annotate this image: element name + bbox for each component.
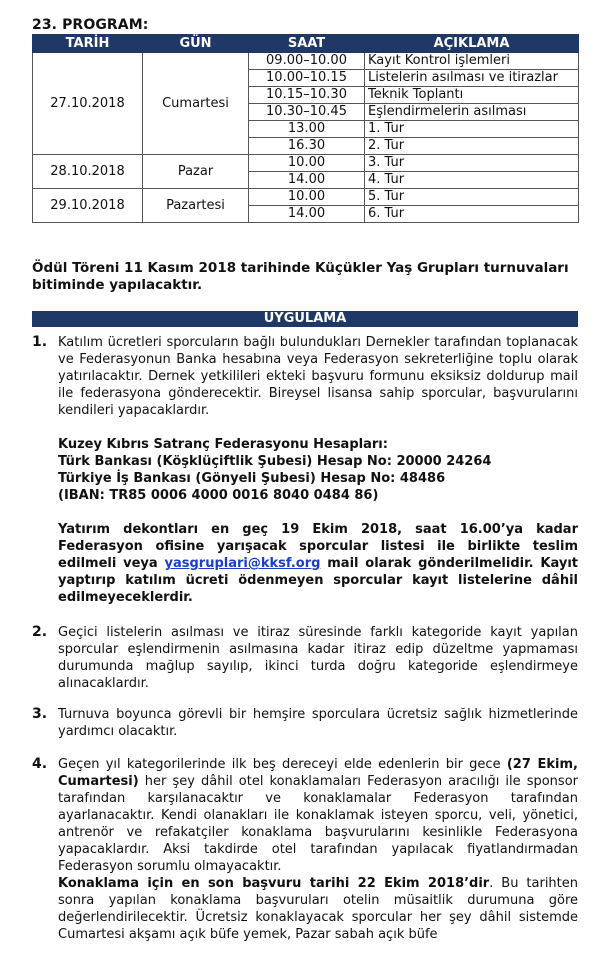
desc-cell: 2. Tur <box>365 138 579 155</box>
item-number: 2. <box>32 624 48 640</box>
rule-item-3 <box>32 706 578 740</box>
rule-item-2 <box>32 624 578 692</box>
item-number: 3. <box>32 706 48 722</box>
item-number: 4. <box>32 756 48 772</box>
desc-cell: 3. Tur <box>365 155 579 172</box>
table-header-row <box>33 35 579 53</box>
header-tarih: TARİH <box>33 35 143 53</box>
section-title: 23. PROGRAM: <box>32 17 149 33</box>
accommodation-deadline <box>58 875 578 943</box>
email-link[interactable]: yasgruplari@kksf.org <box>164 556 321 571</box>
iban: (IBAN: TR85 0006 4000 0016 8040 0484 86) <box>58 488 379 503</box>
time-cell: 10.00 <box>249 189 365 206</box>
desc-cell: Listelerin asılması ve itirazlar <box>365 70 579 87</box>
bank-account-1: Türk Bankası (Köşklüçiftlik Şubesi) Hesap No: 20000 24264 <box>58 454 492 469</box>
date-cell: 27.10.2018 <box>33 53 143 155</box>
day-cell: Pazar <box>143 155 249 189</box>
time-cell: 14.00 <box>249 206 365 223</box>
desc-cell: 1. Tur <box>365 121 579 138</box>
table-row <box>33 189 579 206</box>
item-text: Turnuva boyunca görevli bir hemşire sporculara ücretsiz sağlık hizmetlerinde yardımcı olacaktır. <box>58 707 578 739</box>
table-row <box>33 155 579 172</box>
desc-cell: Kayıt Kontrol işlemleri <box>365 53 579 70</box>
time-cell: 14.00 <box>249 172 365 189</box>
header-aciklama: AÇIKLAMA <box>365 35 579 53</box>
accommodation-text: Geçen yıl kategorilerinde ilk beş dereceyi elde edenlerin bir gece <box>58 757 507 772</box>
deadline-bold: Konaklama için en son başvuru tarihi 22 Ekim 2018’dir <box>58 876 490 891</box>
table-row <box>33 53 579 70</box>
deadline-text-end: mail olarak gönderilmelidir. Kayıt yaptırıp katılım ücreti ödenmeyen sporcular kayıt listelerine dâhil edilmeyeceklerdir. <box>58 556 578 605</box>
time-cell: 10.15–10.30 <box>249 87 365 104</box>
date-cell: 28.10.2018 <box>33 155 143 189</box>
accommodation-text-2: her şey dâhil otel konaklamaları Federasyon aracılığı ile sponsor tarafından karşılanacaktır ve konaklamalar Federasyon tarafından ayarlanacaktır. Kendi olanakları ile konaklamak isteyen sporcu, veli, yönetici, antrenör ve refakatçiler konaklama başvurularını kesinlikle Federasyona yapacaklardır. Aksi takdirde otel tarafından yapılacak fiyatlandırmadan Federasyon sorumlu olmayacaktır. <box>58 774 578 874</box>
time-cell: 16.30 <box>249 138 365 155</box>
desc-cell: 5. Tur <box>365 189 579 206</box>
desc-cell: 4. Tur <box>365 172 579 189</box>
date-cell: 29.10.2018 <box>33 189 143 223</box>
accommodation-date: (27 Ekim, Cumartesi) <box>58 757 578 789</box>
time-cell: 09.00–10.00 <box>249 53 365 70</box>
uygulama-header: UYGULAMA <box>32 311 578 327</box>
item-text <box>58 756 578 875</box>
item-text: Katılım ücretleri sporcuların bağlı bulundukları Dernekler tarafından toplanacak ve Federasyonun Banka hesabına veya Federasyon sekreterliğine toplu olarak yatırılacaktır. Dernek yetkilileri ekteki başvuru formunu eksiksiz doldurup mail ile federasyona gönderecektir. Bireysel lisansa sahip sporcular, başvurularını kendileri yapacaklardır. <box>58 335 578 418</box>
rule-item-4 <box>32 756 578 943</box>
item-number: 1. <box>32 334 48 350</box>
program-table <box>32 34 579 223</box>
day-cell: Cumartesi <box>143 53 249 155</box>
bank-account-2: Türkiye İş Bankası (Gönyeli Şubesi) Hesap No: 48486 <box>58 471 446 486</box>
desc-cell: 6. Tur <box>365 206 579 223</box>
time-cell: 10.30–10.45 <box>249 104 365 121</box>
desc-cell: Teknik Toplantı <box>365 87 579 104</box>
day-cell: Pazartesi <box>143 189 249 223</box>
time-cell: 13.00 <box>249 121 365 138</box>
rule-item-1 <box>32 334 578 606</box>
time-cell: 10.00–10.15 <box>249 70 365 87</box>
time-cell: 10.00 <box>249 155 365 172</box>
item-text: Geçici listelerin asılması ve itiraz süresinde farklı kategoride kayıt yapılan sporcular eşlendirmenin asılmasına kadar itiraz edip düzeltme yapmaması durumunda mağlup sayılıp, ikinci turda doğru kategoride eşlendirmeye alınacaklardır. <box>58 625 578 691</box>
header-gun: GÜN <box>143 35 249 53</box>
award-ceremony-note: Ödül Töreni 11 Kasım 2018 tarihinde Küçükler Yaş Grupları turnuvaları bitiminde yapılacaktır. <box>32 260 569 293</box>
header-saat: SAAT <box>249 35 365 53</box>
desc-cell: Eşlendirmelerin asılması <box>365 104 579 121</box>
deadline-rest: . Bu tarihten sonra yapılan konaklama başvuruları otelin müsaitlik durumuna göre değerlendirilecektir. Ücretsiz konaklayacak sporcular her şey dâhil sistemde Cumartesi akşamı açık büfe yemek, Pazar sabah açık büfe <box>58 876 578 942</box>
deadline-text: Yatırım dekontları en geç 19 Ekim 2018, saat 16.00’ya kadar Federasyon ofisine yarışacak sporcular listesi ile birlikte teslim edilmeli veya <box>58 522 578 571</box>
accounts-title: Kuzey Kıbrıs Satranç Federasyonu Hesapları: <box>58 437 388 452</box>
payment-deadline <box>58 521 578 606</box>
